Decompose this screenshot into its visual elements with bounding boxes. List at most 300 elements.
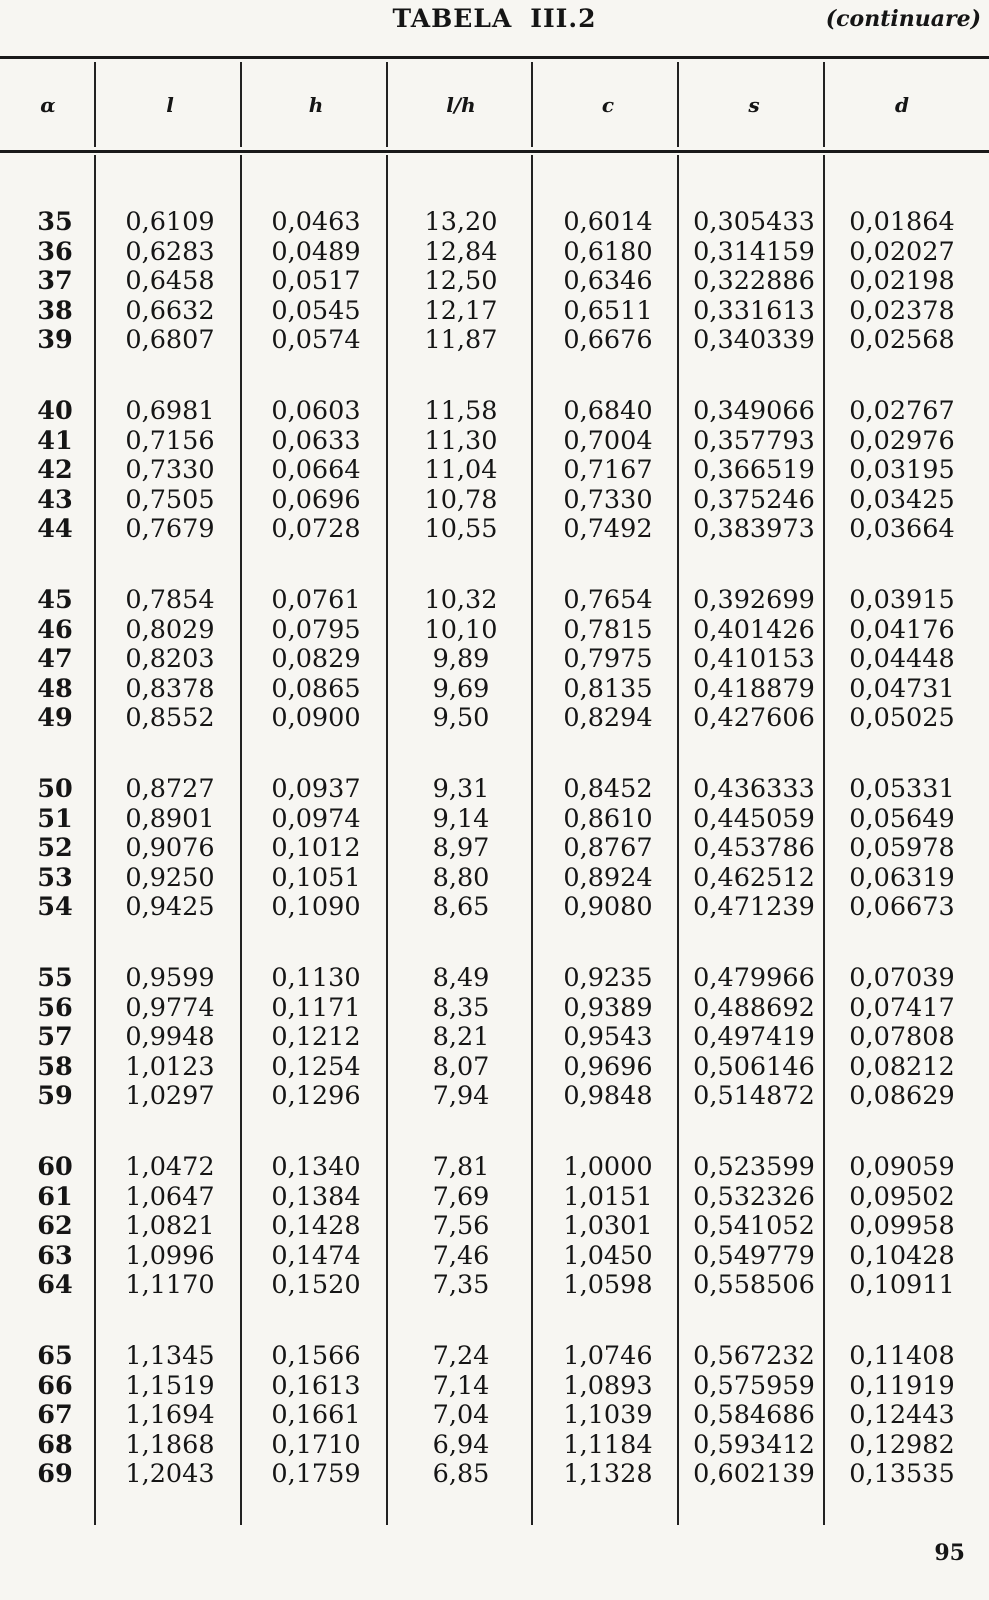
table-row bbox=[0, 1082, 989, 1112]
cell-c: 0,7004 bbox=[563, 425, 653, 456]
cell-l-over-h: 8,35 bbox=[432, 992, 490, 1023]
table-row bbox=[0, 1212, 989, 1242]
cell-s: 0,575959 bbox=[693, 1370, 815, 1401]
cell-h: 0,0795 bbox=[271, 614, 361, 645]
cell-h: 0,1340 bbox=[271, 1152, 361, 1182]
cell-alpha: 66 bbox=[37, 1370, 73, 1401]
cell-l-over-h: 13,20 bbox=[424, 207, 498, 237]
cell-l: 1,0123 bbox=[125, 1051, 215, 1082]
cell-c: 0,8610 bbox=[563, 803, 653, 834]
cell-c: 0,6346 bbox=[563, 266, 653, 297]
cell-s: 0,357793 bbox=[693, 425, 815, 456]
cell-h: 0,0517 bbox=[271, 266, 361, 297]
cell-d: 0,04731 bbox=[849, 673, 955, 704]
cell-alpha: 65 bbox=[37, 1341, 73, 1371]
cell-l: 1,1868 bbox=[125, 1429, 215, 1460]
table-row bbox=[0, 1023, 989, 1053]
cell-l-over-h: 6,85 bbox=[432, 1459, 490, 1490]
cell-d: 0,02767 bbox=[849, 396, 955, 426]
cell-l-over-h: 8,97 bbox=[432, 833, 490, 864]
cell-alpha: 64 bbox=[37, 1270, 73, 1301]
cell-d: 0,13535 bbox=[849, 1459, 955, 1490]
cell-alpha: 36 bbox=[37, 236, 73, 267]
row-group bbox=[0, 208, 989, 397]
cell-d: 0,10428 bbox=[849, 1240, 955, 1271]
cell-s: 0,305433 bbox=[693, 207, 815, 237]
cell-l: 0,8901 bbox=[125, 803, 215, 834]
cell-d: 0,05025 bbox=[849, 703, 955, 734]
cell-c: 1,0450 bbox=[563, 1240, 653, 1271]
cell-alpha: 45 bbox=[37, 585, 73, 615]
cell-s: 0,462512 bbox=[693, 862, 815, 893]
cell-h: 0,0974 bbox=[271, 803, 361, 834]
row-group bbox=[0, 1342, 989, 1531]
cell-d: 0,06673 bbox=[849, 892, 955, 923]
cell-l: 0,8552 bbox=[125, 703, 215, 734]
cell-l: 0,6458 bbox=[125, 266, 215, 297]
cell-c: 1,0301 bbox=[563, 1211, 653, 1242]
row-group bbox=[0, 775, 989, 964]
table-body bbox=[0, 208, 989, 1531]
cell-l: 1,0297 bbox=[125, 1081, 215, 1112]
cell-h: 0,1710 bbox=[271, 1429, 361, 1460]
cell-s: 0,349066 bbox=[693, 396, 815, 426]
row-group bbox=[0, 397, 989, 586]
cell-alpha: 53 bbox=[37, 862, 73, 893]
cell-s: 0,366519 bbox=[693, 455, 815, 486]
top-rule bbox=[0, 56, 989, 59]
cell-s: 0,549779 bbox=[693, 1240, 815, 1271]
cell-h: 0,1613 bbox=[271, 1370, 361, 1401]
cell-l-over-h: 6,94 bbox=[432, 1429, 490, 1460]
cell-l-over-h: 7,56 bbox=[432, 1211, 490, 1242]
table-row bbox=[0, 1372, 989, 1402]
table-row bbox=[0, 1342, 989, 1372]
cell-l: 0,9948 bbox=[125, 1022, 215, 1053]
table-row bbox=[0, 645, 989, 675]
cell-h: 0,1296 bbox=[271, 1081, 361, 1112]
cell-d: 0,05649 bbox=[849, 803, 955, 834]
cell-l: 1,0472 bbox=[125, 1152, 215, 1182]
cell-h: 0,1520 bbox=[271, 1270, 361, 1301]
cell-alpha: 69 bbox=[37, 1459, 73, 1490]
cell-l: 1,1519 bbox=[125, 1370, 215, 1401]
cell-l: 0,7679 bbox=[125, 514, 215, 545]
cell-h: 0,1130 bbox=[271, 963, 361, 993]
cell-s: 0,514872 bbox=[693, 1081, 815, 1112]
cell-h: 0,1212 bbox=[271, 1022, 361, 1053]
cell-d: 0,03664 bbox=[849, 514, 955, 545]
table-row bbox=[0, 675, 989, 705]
cell-l: 1,0647 bbox=[125, 1181, 215, 1212]
cell-s: 0,418879 bbox=[693, 673, 815, 704]
cell-c: 1,1328 bbox=[563, 1459, 653, 1490]
cell-l-over-h: 7,14 bbox=[432, 1370, 490, 1401]
cell-h: 0,1428 bbox=[271, 1211, 361, 1242]
cell-c: 0,8767 bbox=[563, 833, 653, 864]
column-divider bbox=[531, 62, 533, 147]
cell-h: 0,0865 bbox=[271, 673, 361, 704]
cell-d: 0,07417 bbox=[849, 992, 955, 1023]
cell-d: 0,11408 bbox=[849, 1341, 955, 1371]
table-row bbox=[0, 297, 989, 327]
cell-d: 0,02198 bbox=[849, 266, 955, 297]
cell-h: 0,0603 bbox=[271, 396, 361, 426]
cell-s: 0,471239 bbox=[693, 892, 815, 923]
cell-d: 0,07039 bbox=[849, 963, 955, 993]
cell-h: 0,0761 bbox=[271, 585, 361, 615]
cell-c: 0,6014 bbox=[563, 207, 653, 237]
cell-c: 1,0000 bbox=[563, 1152, 653, 1182]
cell-d: 0,09958 bbox=[849, 1211, 955, 1242]
cell-l-over-h: 11,87 bbox=[424, 325, 498, 356]
cell-l-over-h: 11,58 bbox=[424, 396, 498, 426]
cell-alpha: 48 bbox=[37, 673, 73, 704]
cell-alpha: 68 bbox=[37, 1429, 73, 1460]
table-row bbox=[0, 238, 989, 268]
cell-s: 0,558506 bbox=[693, 1270, 815, 1301]
cell-h: 0,1254 bbox=[271, 1051, 361, 1082]
table-row bbox=[0, 456, 989, 486]
table-row bbox=[0, 775, 989, 805]
table-row bbox=[0, 208, 989, 238]
cell-h: 0,0574 bbox=[271, 325, 361, 356]
cell-alpha: 40 bbox=[37, 396, 73, 426]
cell-d: 0,02976 bbox=[849, 425, 955, 456]
cell-alpha: 56 bbox=[37, 992, 73, 1023]
cell-c: 0,7330 bbox=[563, 484, 653, 515]
cell-l: 0,7330 bbox=[125, 455, 215, 486]
cell-s: 0,383973 bbox=[693, 514, 815, 545]
cell-c: 0,7975 bbox=[563, 644, 653, 675]
cell-l: 0,9599 bbox=[125, 963, 215, 993]
cell-l-over-h: 8,49 bbox=[432, 963, 490, 993]
cell-s: 0,340339 bbox=[693, 325, 815, 356]
cell-c: 0,8135 bbox=[563, 673, 653, 704]
cell-l: 1,1170 bbox=[125, 1270, 215, 1301]
cell-l: 0,8378 bbox=[125, 673, 215, 704]
table-row bbox=[0, 964, 989, 994]
cell-l: 0,8203 bbox=[125, 644, 215, 675]
cell-alpha: 35 bbox=[37, 207, 73, 237]
cell-l: 0,9774 bbox=[125, 992, 215, 1023]
cell-alpha: 39 bbox=[37, 325, 73, 356]
table-row bbox=[0, 864, 989, 894]
cell-c: 0,7654 bbox=[563, 585, 653, 615]
cell-c: 1,0598 bbox=[563, 1270, 653, 1301]
table-row bbox=[0, 397, 989, 427]
cell-s: 0,314159 bbox=[693, 236, 815, 267]
cell-l-over-h: 10,32 bbox=[424, 585, 498, 615]
cell-l-over-h: 11,04 bbox=[424, 455, 498, 486]
table-row bbox=[0, 486, 989, 516]
cell-l: 0,6632 bbox=[125, 295, 215, 326]
cell-c: 0,8294 bbox=[563, 703, 653, 734]
cell-s: 0,331613 bbox=[693, 295, 815, 326]
column-header-alpha: α bbox=[40, 93, 56, 117]
cell-h: 0,1090 bbox=[271, 892, 361, 923]
cell-l: 0,6807 bbox=[125, 325, 215, 356]
cell-d: 0,03195 bbox=[849, 455, 955, 486]
cell-s: 0,375246 bbox=[693, 484, 815, 515]
cell-l: 0,9076 bbox=[125, 833, 215, 864]
cell-c: 1,0151 bbox=[563, 1181, 653, 1212]
cell-alpha: 50 bbox=[37, 774, 73, 804]
cell-alpha: 38 bbox=[37, 295, 73, 326]
cell-s: 0,445059 bbox=[693, 803, 815, 834]
cell-d: 0,04176 bbox=[849, 614, 955, 645]
cell-s: 0,392699 bbox=[693, 585, 815, 615]
cell-l-over-h: 7,94 bbox=[432, 1081, 490, 1112]
cell-l-over-h: 12,84 bbox=[424, 236, 498, 267]
table-row bbox=[0, 326, 989, 356]
cell-alpha: 62 bbox=[37, 1211, 73, 1242]
column-divider bbox=[677, 62, 679, 147]
cell-d: 0,05331 bbox=[849, 774, 955, 804]
cell-s: 0,401426 bbox=[693, 614, 815, 645]
cell-h: 0,0633 bbox=[271, 425, 361, 456]
cell-c: 0,9696 bbox=[563, 1051, 653, 1082]
cell-c: 0,6511 bbox=[563, 295, 653, 326]
cell-h: 0,0696 bbox=[271, 484, 361, 515]
cell-alpha: 54 bbox=[37, 892, 73, 923]
cell-l-over-h: 9,50 bbox=[432, 703, 490, 734]
cell-c: 1,0746 bbox=[563, 1341, 653, 1371]
cell-s: 0,584686 bbox=[693, 1400, 815, 1431]
cell-l-over-h: 9,14 bbox=[432, 803, 490, 834]
cell-d: 0,08212 bbox=[849, 1051, 955, 1082]
cell-s: 0,497419 bbox=[693, 1022, 815, 1053]
table-row bbox=[0, 267, 989, 297]
cell-h: 0,1474 bbox=[271, 1240, 361, 1271]
cell-l-over-h: 7,69 bbox=[432, 1181, 490, 1212]
table-row bbox=[0, 1053, 989, 1083]
column-header-h: h bbox=[308, 93, 324, 117]
table-row bbox=[0, 805, 989, 835]
cell-s: 0,602139 bbox=[693, 1459, 815, 1490]
cell-c: 0,9080 bbox=[563, 892, 653, 923]
cell-l-over-h: 11,30 bbox=[424, 425, 498, 456]
cell-l: 0,9425 bbox=[125, 892, 215, 923]
cell-alpha: 59 bbox=[37, 1081, 73, 1112]
cell-s: 0,427606 bbox=[693, 703, 815, 734]
table-row bbox=[0, 616, 989, 646]
cell-h: 0,0728 bbox=[271, 514, 361, 545]
cell-l-over-h: 9,69 bbox=[432, 673, 490, 704]
cell-l-over-h: 7,46 bbox=[432, 1240, 490, 1271]
header-rule bbox=[0, 150, 989, 153]
cell-h: 0,0463 bbox=[271, 207, 361, 237]
cell-s: 0,322886 bbox=[693, 266, 815, 297]
cell-d: 0,03915 bbox=[849, 585, 955, 615]
table-row bbox=[0, 834, 989, 864]
cell-s: 0,436333 bbox=[693, 774, 815, 804]
table-row bbox=[0, 704, 989, 734]
cell-alpha: 47 bbox=[37, 644, 73, 675]
cell-l: 1,0996 bbox=[125, 1240, 215, 1271]
cell-h: 0,0829 bbox=[271, 644, 361, 675]
cell-d: 0,06319 bbox=[849, 862, 955, 893]
cell-h: 0,1051 bbox=[271, 862, 361, 893]
cell-d: 0,03425 bbox=[849, 484, 955, 515]
cell-l: 0,7505 bbox=[125, 484, 215, 515]
cell-d: 0,10911 bbox=[849, 1270, 955, 1301]
column-divider bbox=[823, 62, 825, 147]
cell-d: 0,02378 bbox=[849, 295, 955, 326]
table-row bbox=[0, 1271, 989, 1301]
cell-l-over-h: 9,31 bbox=[432, 774, 490, 804]
cell-l: 0,6283 bbox=[125, 236, 215, 267]
cell-c: 0,7815 bbox=[563, 614, 653, 645]
cell-alpha: 51 bbox=[37, 803, 73, 834]
cell-s: 0,488692 bbox=[693, 992, 815, 1023]
cell-h: 0,0489 bbox=[271, 236, 361, 267]
table-row bbox=[0, 515, 989, 545]
cell-s: 0,479966 bbox=[693, 963, 815, 993]
cell-h: 0,1171 bbox=[271, 992, 361, 1023]
cell-c: 0,8452 bbox=[563, 774, 653, 804]
cell-alpha: 44 bbox=[37, 514, 73, 545]
column-header-s: s bbox=[748, 93, 760, 117]
table-row bbox=[0, 1431, 989, 1461]
cell-s: 0,532326 bbox=[693, 1181, 815, 1212]
cell-alpha: 43 bbox=[37, 484, 73, 515]
cell-alpha: 49 bbox=[37, 703, 73, 734]
cell-alpha: 63 bbox=[37, 1240, 73, 1271]
row-group bbox=[0, 586, 989, 775]
cell-s: 0,567232 bbox=[693, 1341, 815, 1371]
cell-l: 1,1345 bbox=[125, 1341, 215, 1371]
continuation-note: (continuare) bbox=[825, 6, 981, 32]
cell-d: 0,12443 bbox=[849, 1400, 955, 1431]
table-label: TABELA bbox=[392, 4, 513, 33]
cell-s: 0,541052 bbox=[693, 1211, 815, 1242]
cell-alpha: 37 bbox=[37, 266, 73, 297]
cell-l-over-h: 7,24 bbox=[432, 1341, 490, 1371]
cell-l-over-h: 12,17 bbox=[424, 295, 498, 326]
cell-h: 0,1661 bbox=[271, 1400, 361, 1431]
cell-l-over-h: 7,04 bbox=[432, 1400, 490, 1431]
cell-d: 0,08629 bbox=[849, 1081, 955, 1112]
cell-c: 0,7492 bbox=[563, 514, 653, 545]
table-row bbox=[0, 1460, 989, 1490]
table-row bbox=[0, 1183, 989, 1213]
cell-s: 0,453786 bbox=[693, 833, 815, 864]
cell-s: 0,523599 bbox=[693, 1152, 815, 1182]
cell-alpha: 57 bbox=[37, 1022, 73, 1053]
cell-d: 0,01864 bbox=[849, 207, 955, 237]
table-row bbox=[0, 1153, 989, 1183]
table-number: III.2 bbox=[530, 4, 597, 33]
cell-c: 0,7167 bbox=[563, 455, 653, 486]
column-header-l-over-h: l/h bbox=[446, 93, 476, 117]
table-row bbox=[0, 893, 989, 923]
cell-h: 0,0937 bbox=[271, 774, 361, 804]
cell-h: 0,0664 bbox=[271, 455, 361, 486]
cell-c: 1,1039 bbox=[563, 1400, 653, 1431]
table-row bbox=[0, 586, 989, 616]
cell-l-over-h: 10,55 bbox=[424, 514, 498, 545]
cell-alpha: 41 bbox=[37, 425, 73, 456]
cell-l-over-h: 7,35 bbox=[432, 1270, 490, 1301]
cell-d: 0,11919 bbox=[849, 1370, 955, 1401]
cell-c: 0,8924 bbox=[563, 862, 653, 893]
cell-d: 0,09059 bbox=[849, 1152, 955, 1182]
cell-d: 0,09502 bbox=[849, 1181, 955, 1212]
cell-d: 0,07808 bbox=[849, 1022, 955, 1053]
cell-h: 0,0545 bbox=[271, 295, 361, 326]
column-header-d: d bbox=[895, 93, 909, 117]
cell-h: 0,1012 bbox=[271, 833, 361, 864]
cell-alpha: 46 bbox=[37, 614, 73, 645]
cell-l: 0,7854 bbox=[125, 585, 215, 615]
column-divider bbox=[386, 62, 388, 147]
cell-alpha: 52 bbox=[37, 833, 73, 864]
cell-d: 0,02568 bbox=[849, 325, 955, 356]
cell-d: 0,12982 bbox=[849, 1429, 955, 1460]
cell-c: 1,0893 bbox=[563, 1370, 653, 1401]
cell-c: 0,6180 bbox=[563, 236, 653, 267]
cell-l: 0,6109 bbox=[125, 207, 215, 237]
row-group bbox=[0, 1153, 989, 1342]
cell-l-over-h: 8,80 bbox=[432, 862, 490, 893]
cell-c: 0,9848 bbox=[563, 1081, 653, 1112]
row-group bbox=[0, 964, 989, 1153]
cell-l: 0,6981 bbox=[125, 396, 215, 426]
cell-c: 0,9235 bbox=[563, 963, 653, 993]
cell-l: 0,7156 bbox=[125, 425, 215, 456]
column-header-c: c bbox=[601, 93, 615, 117]
cell-d: 0,05978 bbox=[849, 833, 955, 864]
cell-alpha: 67 bbox=[37, 1400, 73, 1431]
cell-c: 0,9389 bbox=[563, 992, 653, 1023]
page-number: 95 bbox=[934, 1540, 965, 1566]
table-row bbox=[0, 427, 989, 457]
cell-alpha: 58 bbox=[37, 1051, 73, 1082]
table-row bbox=[0, 1401, 989, 1431]
cell-h: 0,1566 bbox=[271, 1341, 361, 1371]
cell-d: 0,02027 bbox=[849, 236, 955, 267]
cell-c: 1,1184 bbox=[563, 1429, 653, 1460]
cell-c: 0,9543 bbox=[563, 1022, 653, 1053]
cell-l-over-h: 10,10 bbox=[424, 614, 498, 645]
cell-h: 0,1759 bbox=[271, 1459, 361, 1490]
cell-c: 0,6840 bbox=[563, 396, 653, 426]
cell-l: 1,2043 bbox=[125, 1459, 215, 1490]
cell-h: 0,1384 bbox=[271, 1181, 361, 1212]
cell-l-over-h: 10,78 bbox=[424, 484, 498, 515]
cell-l-over-h: 8,07 bbox=[432, 1051, 490, 1082]
cell-l: 0,8727 bbox=[125, 774, 215, 804]
cell-c: 0,6676 bbox=[563, 325, 653, 356]
cell-alpha: 61 bbox=[37, 1181, 73, 1212]
cell-l-over-h: 9,89 bbox=[432, 644, 490, 675]
table-row bbox=[0, 1242, 989, 1272]
cell-l-over-h: 7,81 bbox=[432, 1152, 490, 1182]
column-divider bbox=[240, 62, 242, 147]
cell-alpha: 42 bbox=[37, 455, 73, 486]
cell-l: 0,8029 bbox=[125, 614, 215, 645]
cell-s: 0,506146 bbox=[693, 1051, 815, 1082]
cell-s: 0,593412 bbox=[693, 1429, 815, 1460]
cell-l-over-h: 8,65 bbox=[432, 892, 490, 923]
cell-alpha: 60 bbox=[37, 1152, 73, 1182]
cell-l: 1,0821 bbox=[125, 1211, 215, 1242]
cell-l: 1,1694 bbox=[125, 1400, 215, 1431]
cell-h: 0,0900 bbox=[271, 703, 361, 734]
cell-l-over-h: 8,21 bbox=[432, 1022, 490, 1053]
table-row bbox=[0, 994, 989, 1024]
